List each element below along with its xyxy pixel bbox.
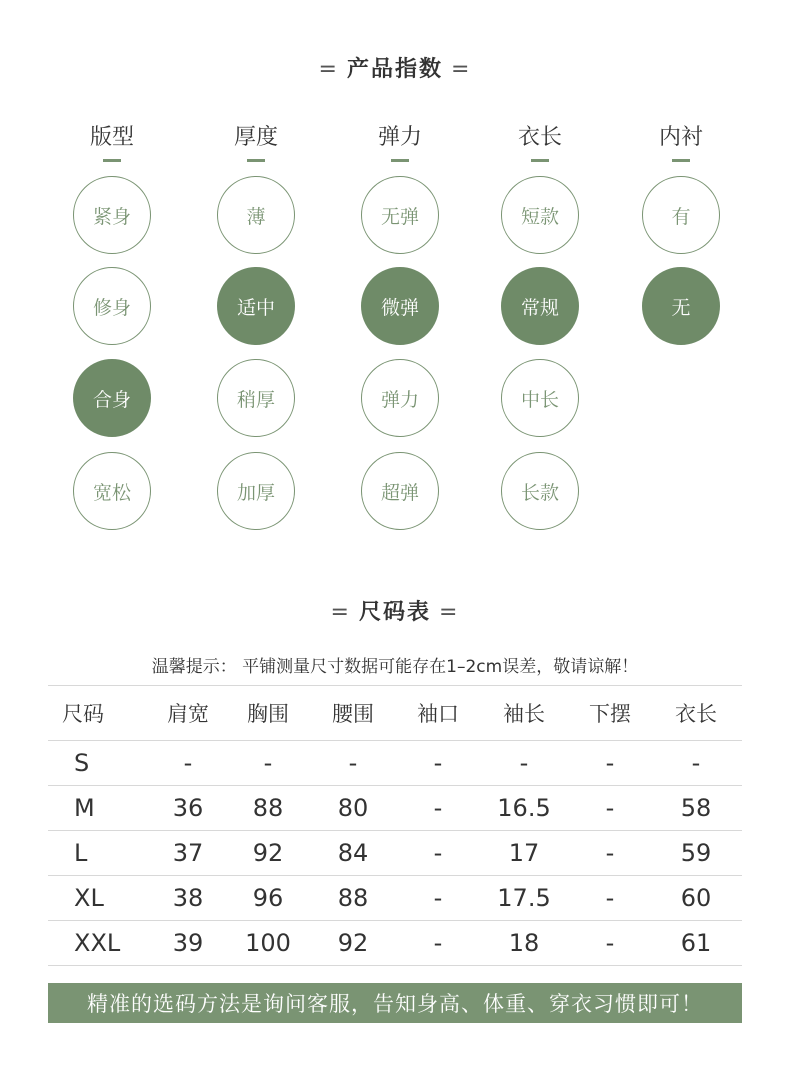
size-chart-title-text: 尺码表 <box>358 600 431 625</box>
table-cell: 39 <box>148 921 228 966</box>
table-cell: - <box>570 741 650 786</box>
option-circle: 修身 <box>73 267 151 345</box>
size-chart-title <box>0 595 790 626</box>
table-cell: M <box>48 786 148 831</box>
table-cell: 58 <box>650 786 742 831</box>
table-cell: 88 <box>228 786 308 831</box>
table-cell: - <box>650 741 742 786</box>
option-circle: 合身 <box>73 359 151 437</box>
option-circle: 加厚 <box>217 452 295 530</box>
option-circle: 有 <box>642 176 720 254</box>
table-cell: 100 <box>228 921 308 966</box>
table-cell: XL <box>48 876 148 921</box>
option-circle: 稍厚 <box>217 359 295 437</box>
table-cell: - <box>398 921 478 966</box>
column-heading <box>206 120 306 162</box>
table-cell: - <box>478 741 570 786</box>
table-cell: - <box>398 831 478 876</box>
table-cell: 59 <box>650 831 742 876</box>
table-header-cell: 胸围 <box>228 686 308 741</box>
table-header-cell: 腰围 <box>308 686 398 741</box>
option-circle: 薄 <box>217 176 295 254</box>
column-heading-label: 厚度 <box>233 125 278 150</box>
footer-advice-bar: 精准的选码方法是询问客服，告知身高、体重、穿衣习惯即可！ <box>48 983 742 1023</box>
table-cell: 80 <box>308 786 398 831</box>
table-cell: 96 <box>228 876 308 921</box>
table-header-cell: 衣长 <box>650 686 742 741</box>
title-deco-right: = <box>439 600 460 625</box>
option-circle: 短款 <box>501 176 579 254</box>
table-row <box>48 741 742 786</box>
table-cell: - <box>398 741 478 786</box>
table-header-cell: 袖长 <box>478 686 570 741</box>
table-header-cell: 下摆 <box>570 686 650 741</box>
size-table <box>48 685 742 966</box>
title-deco-left: = <box>318 57 339 82</box>
table-cell: 84 <box>308 831 398 876</box>
heading-underline <box>391 159 409 162</box>
option-circle: 常规 <box>501 267 579 345</box>
table-cell: 16.5 <box>478 786 570 831</box>
table-row <box>48 786 742 831</box>
heading-underline <box>103 159 121 162</box>
table-cell: 92 <box>308 921 398 966</box>
title-deco-left: = <box>330 600 351 625</box>
option-circle: 弹力 <box>361 359 439 437</box>
column-heading <box>631 120 731 162</box>
option-circle: 微弹 <box>361 267 439 345</box>
size-table-body <box>48 741 742 966</box>
table-header-cell: 尺码 <box>48 686 148 741</box>
table-header-cell: 袖口 <box>398 686 478 741</box>
table-cell: 38 <box>148 876 228 921</box>
option-circle: 紧身 <box>73 176 151 254</box>
heading-underline <box>531 159 549 162</box>
option-circle: 中长 <box>501 359 579 437</box>
option-circle: 长款 <box>501 452 579 530</box>
size-table-header <box>48 686 742 741</box>
table-cell: 60 <box>650 876 742 921</box>
table-cell: - <box>570 921 650 966</box>
table-cell: 92 <box>228 831 308 876</box>
option-circle: 宽松 <box>73 452 151 530</box>
heading-underline <box>672 159 690 162</box>
table-cell: - <box>570 786 650 831</box>
table-cell: S <box>48 741 148 786</box>
column-heading-label: 版型 <box>89 125 134 150</box>
table-cell: 17 <box>478 831 570 876</box>
column-heading-label: 内衬 <box>658 125 703 150</box>
table-cell: - <box>398 876 478 921</box>
title-deco-right: = <box>451 57 472 82</box>
table-header-cell: 肩宽 <box>148 686 228 741</box>
column-heading-label: 弹力 <box>377 125 422 150</box>
table-cell: - <box>570 876 650 921</box>
option-circle: 适中 <box>217 267 295 345</box>
heading-underline <box>247 159 265 162</box>
table-cell: 88 <box>308 876 398 921</box>
measurement-tip: 温馨提示： 平铺测量尺寸数据可能存在1–2cm误差，敬请谅解！ <box>151 657 639 677</box>
option-circle: 无 <box>642 267 720 345</box>
product-index-title-text: 产品指数 <box>346 57 443 82</box>
product-index-title <box>0 52 790 83</box>
table-cell: XXL <box>48 921 148 966</box>
table-cell: - <box>228 741 308 786</box>
table-cell: - <box>308 741 398 786</box>
table-row <box>48 876 742 921</box>
table-row <box>48 831 742 876</box>
column-heading-label: 衣长 <box>517 125 562 150</box>
table-cell: 37 <box>148 831 228 876</box>
option-circle: 超弹 <box>361 452 439 530</box>
column-heading <box>62 120 162 162</box>
table-cell: - <box>148 741 228 786</box>
table-cell: 17.5 <box>478 876 570 921</box>
option-circle: 无弹 <box>361 176 439 254</box>
table-cell: 61 <box>650 921 742 966</box>
table-cell: 18 <box>478 921 570 966</box>
table-cell: L <box>48 831 148 876</box>
table-row <box>48 921 742 966</box>
table-cell: - <box>570 831 650 876</box>
column-heading <box>350 120 450 162</box>
table-cell: 36 <box>148 786 228 831</box>
column-heading <box>490 120 590 162</box>
table-cell: - <box>398 786 478 831</box>
